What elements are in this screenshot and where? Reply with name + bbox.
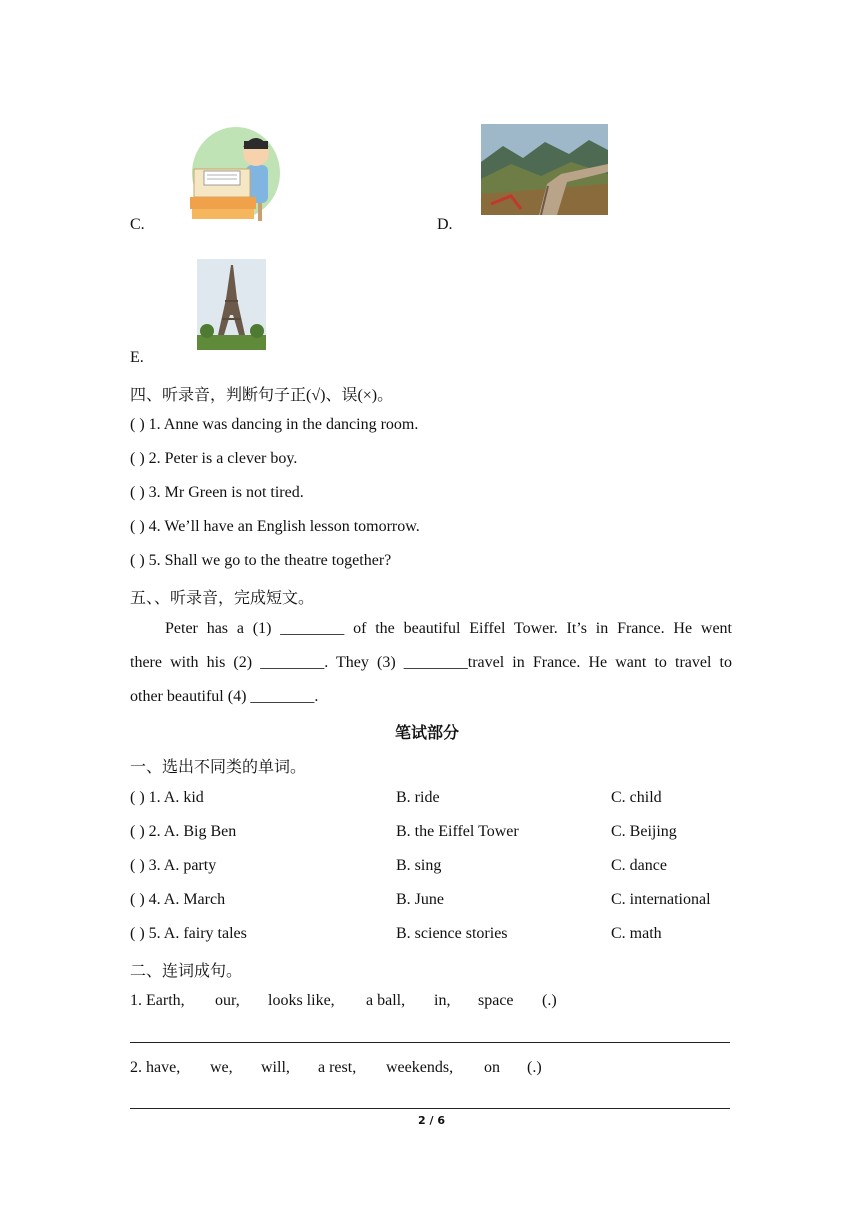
q2-word-1: 2. have, xyxy=(130,1059,181,1076)
section4-title: 四、听录音，判断句子正(√)、误(×)。 xyxy=(130,387,394,404)
picture-e-eiffel-tower xyxy=(197,259,266,350)
section4-item-1: ( ) 1. Anne was dancing in the dancing room. xyxy=(130,416,419,433)
q2-word-4: a rest, xyxy=(318,1059,357,1076)
q2-answer-line[interactable] xyxy=(130,1108,730,1109)
section1-title: 一、选出不同类的单词。 xyxy=(130,759,307,776)
section1-row-1-option-c: C. child xyxy=(611,789,662,806)
q2-word-5: weekends, xyxy=(386,1059,454,1076)
q2-word-3: will, xyxy=(261,1059,290,1076)
option-d-label: D. xyxy=(437,216,453,233)
q1-word-4: a ball, xyxy=(366,992,406,1009)
section1-row-2-option-a: ( ) 2. A. Big Ben xyxy=(130,823,237,840)
section1-row-5-option-b: B. science stories xyxy=(396,925,508,942)
section5-title: 五、、听录音，完成短文。 xyxy=(130,590,315,607)
option-c-label: C. xyxy=(130,216,145,233)
option-e-label: E. xyxy=(130,349,144,366)
written-part-heading: 笔试部分 xyxy=(395,725,460,742)
section4-item-4: ( ) 4. We’ll have an English lesson tomorrow. xyxy=(130,518,420,535)
section4-item-3: ( ) 3. Mr Green is not tired. xyxy=(130,484,304,501)
q2-word-7: (.) xyxy=(527,1059,542,1076)
section1-row-3-option-b: B. sing xyxy=(396,857,442,874)
q1-word-2: our, xyxy=(215,992,240,1009)
q1-answer-line[interactable] xyxy=(130,1042,730,1043)
section1-row-4-option-c: C. international xyxy=(611,891,711,908)
section4-item-2: ( ) 2. Peter is a clever boy. xyxy=(130,450,298,467)
q2-word-6: on xyxy=(484,1059,500,1076)
section4-item-5: ( ) 5. Shall we go to the theatre together? xyxy=(130,552,392,569)
section5-passage-line-1: Peter has a (1) ________ of the beautiful Eiffel Tower. It’s in France. He went xyxy=(165,620,732,637)
section1-row-2-option-c: C. Beijing xyxy=(611,823,677,840)
q1-word-7: (.) xyxy=(542,992,557,1009)
section1-row-1-option-a: ( ) 1. A. kid xyxy=(130,789,204,806)
q1-word-6: space xyxy=(478,992,514,1009)
section1-row-2-option-b: B. the Eiffel Tower xyxy=(396,823,519,840)
q1-word-3: looks like, xyxy=(268,992,335,1009)
q2-word-2: we, xyxy=(210,1059,233,1076)
q1-word-1: 1. Earth, xyxy=(130,992,185,1009)
section1-row-5-option-a: ( ) 5. A. fairy tales xyxy=(130,925,247,942)
section1-row-4-option-b: B. June xyxy=(396,891,444,908)
section2-title: 二、连词成句。 xyxy=(130,963,243,980)
section1-row-4-option-a: ( ) 4. A. March xyxy=(130,891,226,908)
section1-row-3-option-c: C. dance xyxy=(611,857,667,874)
page-number: 2 / 6 xyxy=(418,1114,445,1127)
section5-passage-line-3: other beautiful (4) ________. xyxy=(130,688,319,705)
section1-row-5-option-c: C. math xyxy=(611,925,662,942)
section1-row-3-option-a: ( ) 3. A. party xyxy=(130,857,217,874)
picture-d-great-wall xyxy=(481,124,608,215)
section5-passage-line-2: there with his (2) ________. They (3) ________travel in France. He want to travel to xyxy=(130,654,732,671)
picture-c-boy-reading xyxy=(186,125,282,225)
q1-word-5: in, xyxy=(434,992,451,1009)
section1-row-1-option-b: B. ride xyxy=(396,789,440,806)
